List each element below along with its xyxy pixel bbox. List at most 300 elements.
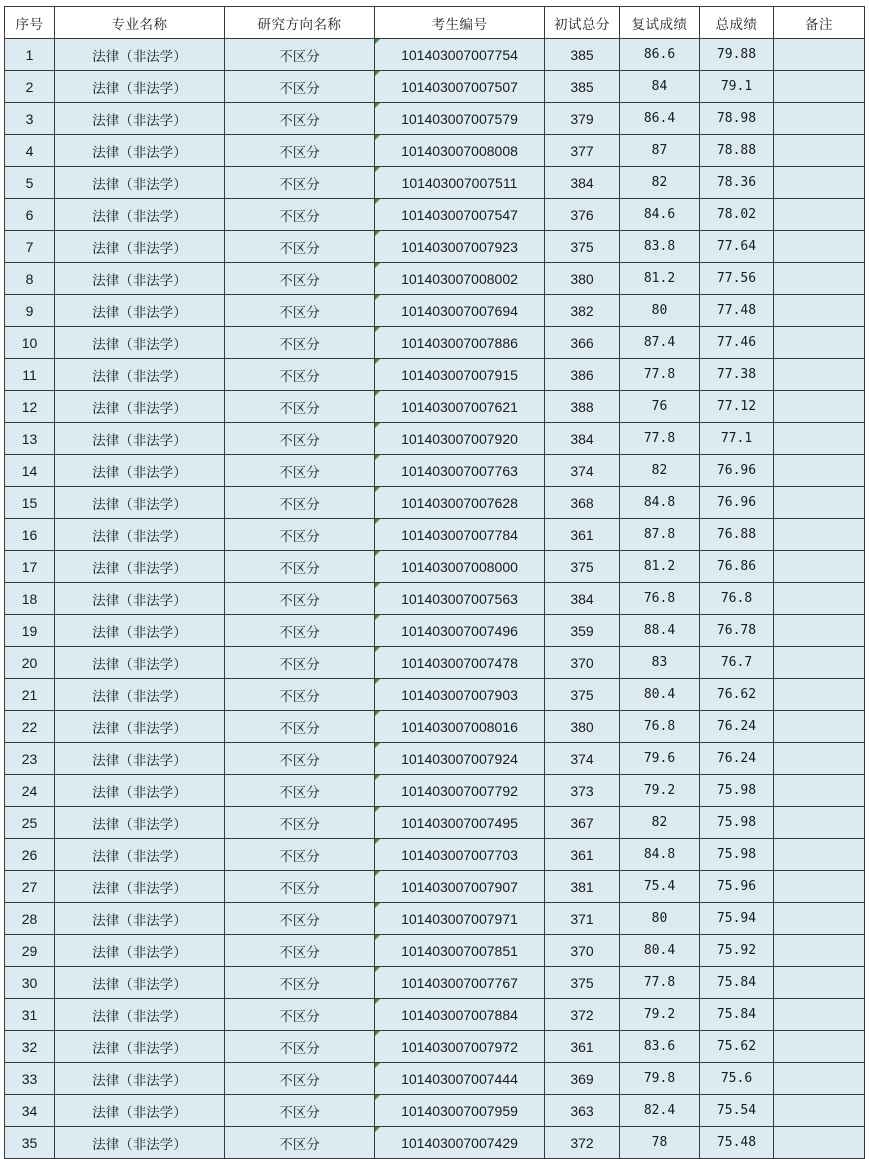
cell-note [774, 807, 865, 839]
cell-major: 法律（非法学） [55, 551, 225, 583]
cell-initial-score: 372 [545, 1127, 620, 1159]
cell-no: 9 [5, 295, 55, 327]
cell-candidate-id: 101403007007884 [375, 999, 545, 1031]
cell-major: 法律（非法学） [55, 519, 225, 551]
cell-direction: 不区分 [225, 1031, 375, 1063]
cell-note [774, 423, 865, 455]
cell-initial-score: 380 [545, 263, 620, 295]
cell-note [774, 295, 865, 327]
cell-major: 法律（非法学） [55, 455, 225, 487]
table-row [5, 615, 865, 647]
cell-initial-score: 361 [545, 1031, 620, 1063]
cell-no: 22 [5, 711, 55, 743]
cell-candidate-id: 101403007007579 [375, 103, 545, 135]
cell-no: 14 [5, 455, 55, 487]
cell-no: 6 [5, 199, 55, 231]
cell-retest-score: 84.8 [620, 487, 700, 519]
cell-note [774, 1063, 865, 1095]
cell-direction: 不区分 [225, 231, 375, 263]
cell-total-score: 75.96 [700, 871, 774, 903]
cell-total-score: 76.78 [700, 615, 774, 647]
cell-direction: 不区分 [225, 71, 375, 103]
cell-note [774, 935, 865, 967]
cell-retest-score: 82 [620, 807, 700, 839]
cell-retest-score: 79.2 [620, 775, 700, 807]
cell-candidate-id: 101403007007886 [375, 327, 545, 359]
cell-direction: 不区分 [225, 839, 375, 871]
table-row [5, 551, 865, 583]
table-row [5, 103, 865, 135]
cell-retest-score: 76.8 [620, 583, 700, 615]
cell-initial-score: 359 [545, 615, 620, 647]
cell-major: 法律（非法学） [55, 1063, 225, 1095]
cell-initial-score: 366 [545, 327, 620, 359]
cell-major: 法律（非法学） [55, 391, 225, 423]
cell-candidate-id: 101403007007959 [375, 1095, 545, 1127]
cell-initial-score: 370 [545, 647, 620, 679]
cell-note [774, 775, 865, 807]
cell-direction: 不区分 [225, 103, 375, 135]
table-row [5, 903, 865, 935]
cell-no: 10 [5, 327, 55, 359]
cell-direction: 不区分 [225, 743, 375, 775]
cell-direction: 不区分 [225, 807, 375, 839]
table-row [5, 967, 865, 999]
cell-initial-score: 388 [545, 391, 620, 423]
cell-major: 法律（非法学） [55, 903, 225, 935]
table-row [5, 39, 865, 71]
cell-total-score: 75.54 [700, 1095, 774, 1127]
cell-initial-score: 375 [545, 967, 620, 999]
cell-retest-score: 80.4 [620, 679, 700, 711]
table-row [5, 71, 865, 103]
cell-initial-score: 375 [545, 679, 620, 711]
cell-direction: 不区分 [225, 647, 375, 679]
cell-initial-score: 368 [545, 487, 620, 519]
cell-note [774, 647, 865, 679]
cell-initial-score: 381 [545, 871, 620, 903]
cell-retest-score: 83.8 [620, 231, 700, 263]
cell-no: 33 [5, 1063, 55, 1095]
cell-total-score: 79.88 [700, 39, 774, 71]
cell-total-score: 75.98 [700, 839, 774, 871]
cell-total-score: 75.6 [700, 1063, 774, 1095]
cell-note [774, 871, 865, 903]
cell-candidate-id: 101403007007792 [375, 775, 545, 807]
cell-retest-score: 84.6 [620, 199, 700, 231]
cell-initial-score: 386 [545, 359, 620, 391]
cell-direction: 不区分 [225, 167, 375, 199]
header-cell-retest-score: 复试成绩 [620, 7, 700, 39]
cell-candidate-id: 101403007007767 [375, 967, 545, 999]
header-cell-no: 序号 [5, 7, 55, 39]
table-row [5, 807, 865, 839]
header-row [5, 7, 865, 39]
cell-candidate-id: 101403007007496 [375, 615, 545, 647]
cell-no: 7 [5, 231, 55, 263]
cell-note [774, 551, 865, 583]
table-row [5, 391, 865, 423]
table-row [5, 231, 865, 263]
cell-direction: 不区分 [225, 679, 375, 711]
cell-no: 32 [5, 1031, 55, 1063]
cell-major: 法律（非法学） [55, 839, 225, 871]
table-row [5, 199, 865, 231]
table-row [5, 775, 865, 807]
cell-candidate-id: 101403007007694 [375, 295, 545, 327]
cell-note [774, 743, 865, 775]
cell-no: 35 [5, 1127, 55, 1159]
cell-initial-score: 373 [545, 775, 620, 807]
cell-no: 20 [5, 647, 55, 679]
cell-initial-score: 361 [545, 839, 620, 871]
cell-major: 法律（非法学） [55, 775, 225, 807]
cell-retest-score: 83.6 [620, 1031, 700, 1063]
cell-total-score: 77.64 [700, 231, 774, 263]
cell-candidate-id: 101403007007495 [375, 807, 545, 839]
cell-direction: 不区分 [225, 391, 375, 423]
cell-retest-score: 77.8 [620, 967, 700, 999]
cell-retest-score: 79.8 [620, 1063, 700, 1095]
cell-note [774, 1095, 865, 1127]
cell-candidate-id: 101403007007628 [375, 487, 545, 519]
cell-major: 法律（非法学） [55, 103, 225, 135]
cell-retest-score: 79.6 [620, 743, 700, 775]
header-cell-total-score: 总成绩 [700, 7, 774, 39]
cell-note [774, 1127, 865, 1159]
cell-candidate-id: 101403007007621 [375, 391, 545, 423]
cell-candidate-id: 101403007007924 [375, 743, 545, 775]
cell-candidate-id: 101403007007972 [375, 1031, 545, 1063]
cell-note [774, 327, 865, 359]
table-row [5, 455, 865, 487]
cell-no: 28 [5, 903, 55, 935]
cell-candidate-id: 101403007007507 [375, 71, 545, 103]
table-row [5, 1063, 865, 1095]
cell-note [774, 519, 865, 551]
table-row [5, 263, 865, 295]
cell-retest-score: 87 [620, 135, 700, 167]
cell-direction: 不区分 [225, 935, 375, 967]
cell-total-score: 78.88 [700, 135, 774, 167]
table-row [5, 711, 865, 743]
cell-total-score: 79.1 [700, 71, 774, 103]
cell-candidate-id: 101403007007703 [375, 839, 545, 871]
cell-note [774, 455, 865, 487]
cell-major: 法律（非法学） [55, 71, 225, 103]
cell-major: 法律（非法学） [55, 359, 225, 391]
cell-note [774, 103, 865, 135]
table-row [5, 359, 865, 391]
cell-direction: 不区分 [225, 871, 375, 903]
cell-no: 4 [5, 135, 55, 167]
score-table-container [4, 6, 864, 1159]
cell-initial-score: 384 [545, 583, 620, 615]
cell-note [774, 615, 865, 647]
cell-candidate-id: 101403007007971 [375, 903, 545, 935]
cell-direction: 不区分 [225, 39, 375, 71]
cell-note [774, 1031, 865, 1063]
cell-retest-score: 80.4 [620, 935, 700, 967]
cell-major: 法律（非法学） [55, 39, 225, 71]
cell-major: 法律（非法学） [55, 167, 225, 199]
cell-total-score: 76.96 [700, 487, 774, 519]
cell-total-score: 75.48 [700, 1127, 774, 1159]
cell-candidate-id: 101403007007923 [375, 231, 545, 263]
cell-total-score: 77.56 [700, 263, 774, 295]
cell-total-score: 76.96 [700, 455, 774, 487]
table-row [5, 423, 865, 455]
cell-retest-score: 81.2 [620, 551, 700, 583]
cell-note [774, 359, 865, 391]
cell-major: 法律（非法学） [55, 295, 225, 327]
cell-direction: 不区分 [225, 1063, 375, 1095]
cell-note [774, 71, 865, 103]
table-row [5, 135, 865, 167]
table-row [5, 1031, 865, 1063]
cell-candidate-id: 101403007008002 [375, 263, 545, 295]
cell-note [774, 263, 865, 295]
cell-retest-score: 76 [620, 391, 700, 423]
table-row [5, 935, 865, 967]
cell-no: 3 [5, 103, 55, 135]
cell-retest-score: 86.6 [620, 39, 700, 71]
cell-no: 5 [5, 167, 55, 199]
cell-initial-score: 361 [545, 519, 620, 551]
cell-note [774, 583, 865, 615]
table-row [5, 743, 865, 775]
cell-no: 18 [5, 583, 55, 615]
cell-candidate-id: 101403007007754 [375, 39, 545, 71]
cell-note [774, 231, 865, 263]
cell-no: 27 [5, 871, 55, 903]
cell-total-score: 76.86 [700, 551, 774, 583]
cell-no: 13 [5, 423, 55, 455]
cell-no: 17 [5, 551, 55, 583]
cell-major: 法律（非法学） [55, 327, 225, 359]
cell-candidate-id: 101403007007903 [375, 679, 545, 711]
cell-candidate-id: 101403007007563 [375, 583, 545, 615]
cell-major: 法律（非法学） [55, 743, 225, 775]
cell-candidate-id: 101403007007429 [375, 1127, 545, 1159]
cell-candidate-id: 101403007008016 [375, 711, 545, 743]
cell-total-score: 75.84 [700, 967, 774, 999]
cell-note [774, 167, 865, 199]
cell-retest-score: 87.8 [620, 519, 700, 551]
table-row [5, 1095, 865, 1127]
cell-total-score: 77.38 [700, 359, 774, 391]
cell-candidate-id: 101403007007907 [375, 871, 545, 903]
table-row [5, 647, 865, 679]
table-row [5, 679, 865, 711]
cell-no: 1 [5, 39, 55, 71]
cell-direction: 不区分 [225, 1127, 375, 1159]
cell-retest-score: 88.4 [620, 615, 700, 647]
cell-total-score: 76.7 [700, 647, 774, 679]
cell-retest-score: 79.2 [620, 999, 700, 1031]
cell-note [774, 839, 865, 871]
cell-no: 23 [5, 743, 55, 775]
cell-direction: 不区分 [225, 135, 375, 167]
cell-direction: 不区分 [225, 967, 375, 999]
cell-retest-score: 75.4 [620, 871, 700, 903]
cell-note [774, 711, 865, 743]
cell-direction: 不区分 [225, 583, 375, 615]
cell-major: 法律（非法学） [55, 967, 225, 999]
cell-no: 16 [5, 519, 55, 551]
cell-note [774, 391, 865, 423]
cell-total-score: 76.24 [700, 743, 774, 775]
header-cell-major: 专业名称 [55, 7, 225, 39]
cell-major: 法律（非法学） [55, 647, 225, 679]
cell-major: 法律（非法学） [55, 231, 225, 263]
cell-note [774, 135, 865, 167]
table-row [5, 871, 865, 903]
table-row [5, 519, 865, 551]
cell-initial-score: 374 [545, 455, 620, 487]
cell-no: 30 [5, 967, 55, 999]
table-row [5, 295, 865, 327]
cell-initial-score: 379 [545, 103, 620, 135]
table-row [5, 839, 865, 871]
cell-total-score: 75.98 [700, 807, 774, 839]
header-cell-note: 备注 [774, 7, 865, 39]
cell-direction: 不区分 [225, 999, 375, 1031]
table-header [5, 7, 865, 39]
cell-direction: 不区分 [225, 487, 375, 519]
cell-direction: 不区分 [225, 455, 375, 487]
cell-major: 法律（非法学） [55, 583, 225, 615]
cell-note [774, 199, 865, 231]
cell-candidate-id: 101403007007511 [375, 167, 545, 199]
cell-direction: 不区分 [225, 263, 375, 295]
cell-retest-score: 82 [620, 167, 700, 199]
cell-major: 法律（非法学） [55, 1031, 225, 1063]
cell-direction: 不区分 [225, 423, 375, 455]
cell-major: 法律（非法学） [55, 199, 225, 231]
cell-no: 11 [5, 359, 55, 391]
cell-retest-score: 80 [620, 903, 700, 935]
cell-major: 法律（非法学） [55, 1095, 225, 1127]
table-row [5, 327, 865, 359]
table-row [5, 1127, 865, 1159]
cell-candidate-id: 101403007007915 [375, 359, 545, 391]
cell-retest-score: 84.8 [620, 839, 700, 871]
cell-no: 21 [5, 679, 55, 711]
cell-total-score: 77.48 [700, 295, 774, 327]
cell-major: 法律（非法学） [55, 679, 225, 711]
cell-total-score: 75.92 [700, 935, 774, 967]
cell-total-score: 76.88 [700, 519, 774, 551]
cell-note [774, 679, 865, 711]
cell-retest-score: 82 [620, 455, 700, 487]
cell-no: 15 [5, 487, 55, 519]
cell-total-score: 75.94 [700, 903, 774, 935]
cell-direction: 不区分 [225, 775, 375, 807]
cell-total-score: 76.62 [700, 679, 774, 711]
cell-candidate-id: 101403007007444 [375, 1063, 545, 1095]
cell-total-score: 76.24 [700, 711, 774, 743]
cell-direction: 不区分 [225, 327, 375, 359]
cell-note [774, 39, 865, 71]
table-row [5, 167, 865, 199]
cell-total-score: 78.02 [700, 199, 774, 231]
cell-retest-score: 76.8 [620, 711, 700, 743]
cell-initial-score: 382 [545, 295, 620, 327]
cell-candidate-id: 101403007007920 [375, 423, 545, 455]
cell-no: 8 [5, 263, 55, 295]
cell-major: 法律（非法学） [55, 999, 225, 1031]
cell-retest-score: 77.8 [620, 359, 700, 391]
cell-total-score: 78.36 [700, 167, 774, 199]
cell-candidate-id: 101403007008008 [375, 135, 545, 167]
cell-retest-score: 77.8 [620, 423, 700, 455]
cell-major: 法律（非法学） [55, 615, 225, 647]
cell-no: 2 [5, 71, 55, 103]
cell-major: 法律（非法学） [55, 935, 225, 967]
table-row [5, 487, 865, 519]
table-row [5, 583, 865, 615]
cell-initial-score: 370 [545, 935, 620, 967]
cell-no: 24 [5, 775, 55, 807]
cell-total-score: 77.12 [700, 391, 774, 423]
cell-candidate-id: 101403007007851 [375, 935, 545, 967]
cell-major: 法律（非法学） [55, 423, 225, 455]
cell-major: 法律（非法学） [55, 1127, 225, 1159]
cell-retest-score: 82.4 [620, 1095, 700, 1127]
cell-total-score: 75.84 [700, 999, 774, 1031]
cell-retest-score: 78 [620, 1127, 700, 1159]
cell-direction: 不区分 [225, 359, 375, 391]
cell-initial-score: 376 [545, 199, 620, 231]
cell-major: 法律（非法学） [55, 135, 225, 167]
cell-retest-score: 84 [620, 71, 700, 103]
cell-retest-score: 80 [620, 295, 700, 327]
cell-initial-score: 384 [545, 167, 620, 199]
cell-direction: 不区分 [225, 1095, 375, 1127]
cell-direction: 不区分 [225, 615, 375, 647]
cell-initial-score: 380 [545, 711, 620, 743]
header-cell-direction: 研究方向名称 [225, 7, 375, 39]
cell-no: 25 [5, 807, 55, 839]
cell-initial-score: 363 [545, 1095, 620, 1127]
cell-total-score: 75.62 [700, 1031, 774, 1063]
header-cell-candidate-id: 考生编号 [375, 7, 545, 39]
cell-initial-score: 372 [545, 999, 620, 1031]
cell-note [774, 487, 865, 519]
cell-initial-score: 384 [545, 423, 620, 455]
cell-candidate-id: 101403007007547 [375, 199, 545, 231]
cell-direction: 不区分 [225, 295, 375, 327]
cell-major: 法律（非法学） [55, 263, 225, 295]
cell-major: 法律（非法学） [55, 711, 225, 743]
cell-candidate-id: 101403007007763 [375, 455, 545, 487]
cell-note [774, 999, 865, 1031]
cell-major: 法律（非法学） [55, 871, 225, 903]
cell-major: 法律（非法学） [55, 807, 225, 839]
cell-no: 19 [5, 615, 55, 647]
cell-initial-score: 385 [545, 71, 620, 103]
cell-total-score: 77.46 [700, 327, 774, 359]
cell-no: 26 [5, 839, 55, 871]
cell-initial-score: 377 [545, 135, 620, 167]
cell-initial-score: 375 [545, 231, 620, 263]
cell-retest-score: 86.4 [620, 103, 700, 135]
cell-total-score: 78.98 [700, 103, 774, 135]
cell-major: 法律（非法学） [55, 487, 225, 519]
cell-retest-score: 81.2 [620, 263, 700, 295]
cell-direction: 不区分 [225, 551, 375, 583]
